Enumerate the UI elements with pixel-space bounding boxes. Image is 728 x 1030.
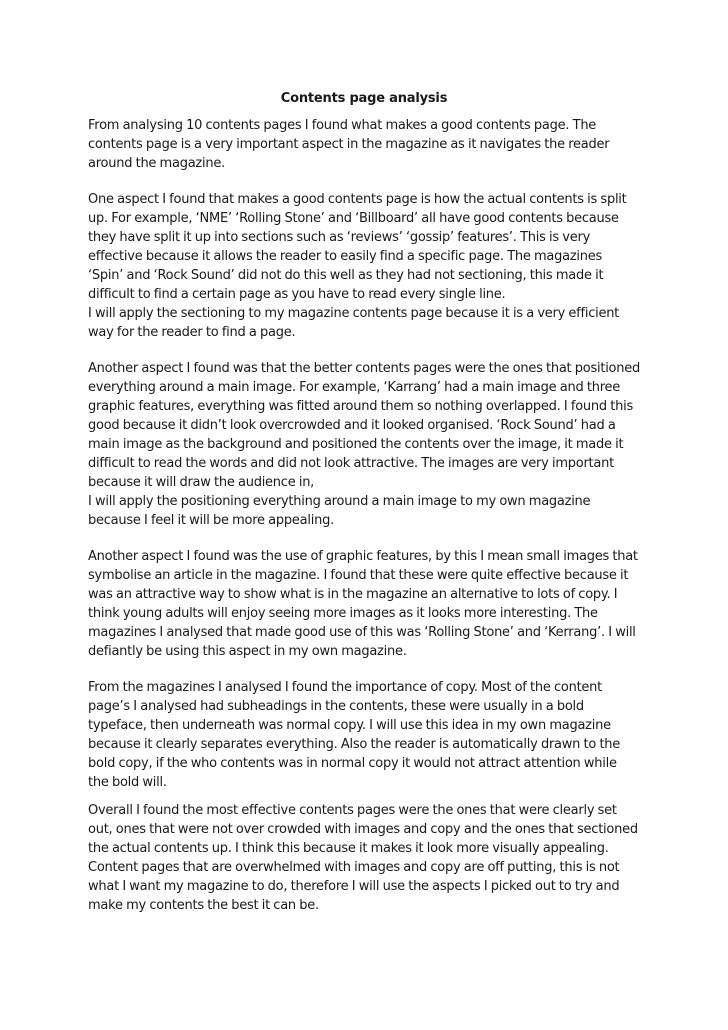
paragraph-conclusion: Overall I found the most effective contents pages were the ones that were clearly set out, ones that were not over crowded with images and copy and the ones that sectioned the actual contents up. I think this because it makes it look more visually appealing. Content pages that are overwhelmed with images and copy are off putting, this is not what I want my magazine to do, therefore I will use the aspects I picked out to try and make my contents the best it can be.: [88, 803, 638, 913]
paragraph-copy: From the magazines I analysed I found the importance of copy. Most of the content page’s I analysed had subheadings in the contents, these were usually in a bold typeface, then underneath was normal copy. I will use this idea in my own magazine because it clearly separates everything. Also the reader is automatically drawn to the bold copy, if the who contents was in normal copy it would not attract attention while the bold will.: [88, 680, 621, 790]
paragraph-positioning: Another aspect I found was that the better contents pages were the ones that positioned everything around a main image. For example, ‘Karrang’ had a main image and three graphic features, everything was fitted around them so nothing overlapped. I found this good because it didn’t look overcrowded and it looked organised. ‘Rock Sound’ had a main image as the background and positioned the contents over the image, it made it difficult to read the words and did not look attractive. The images are very important because it will draw the audience in,: [88, 361, 641, 490]
paragraph-sectioning: One aspect I found that makes a good contents page is how the actual contents is split up. For example, ‘NME’ ‘Rolling Stone’ and ‘Billboard’ all have good contents because they have split it up into sections such as ‘reviews’ ‘gossip’ features’. This is very effective because it allows the reader to easily find a specific page. The magazines ‘Spin’ and ‘Rock Sound’ did not do this well as they had not sectioning, this made it difficult to find a certain page as you have to read every single line.: [88, 192, 627, 302]
paragraph-positioning-apply: I will apply the positioning everything around a main image to my own magazine because I feel it will be more appealing.: [88, 494, 591, 528]
document-title: Contents page analysis: [280, 91, 448, 106]
paragraph-spacer: [88, 342, 640, 359]
paragraph-spacer: [88, 173, 640, 190]
paragraph-spacer: [88, 661, 640, 678]
paragraph-intro: From analysing 10 contents pages I found what makes a good contents page. The contents page is a very important aspect in the magazine as it navigates the reader around the magazine.: [88, 118, 610, 171]
paragraph-spacer: [88, 530, 640, 547]
paragraph-graphic-features: Another aspect I found was the use of graphic features, by this I mean small images that symbolise an article in the magazine. I found that these were quite effective because it was an attractive way to show what is in the magazine an alternative to lots of copy. I think young adults will enjoy seeing more images as it looks more interesting. The magazines I analysed that made good use of this was ‘Rolling Stone’ and ‘Kerrang’. I will defiantly be using this aspect in my own magazine.: [88, 549, 638, 659]
paragraph-spacer: [88, 792, 640, 801]
paragraph-sectioning-apply: I will apply the sectioning to my magazine contents page because it is a very efficient way for the reader to find a page.: [88, 306, 620, 340]
